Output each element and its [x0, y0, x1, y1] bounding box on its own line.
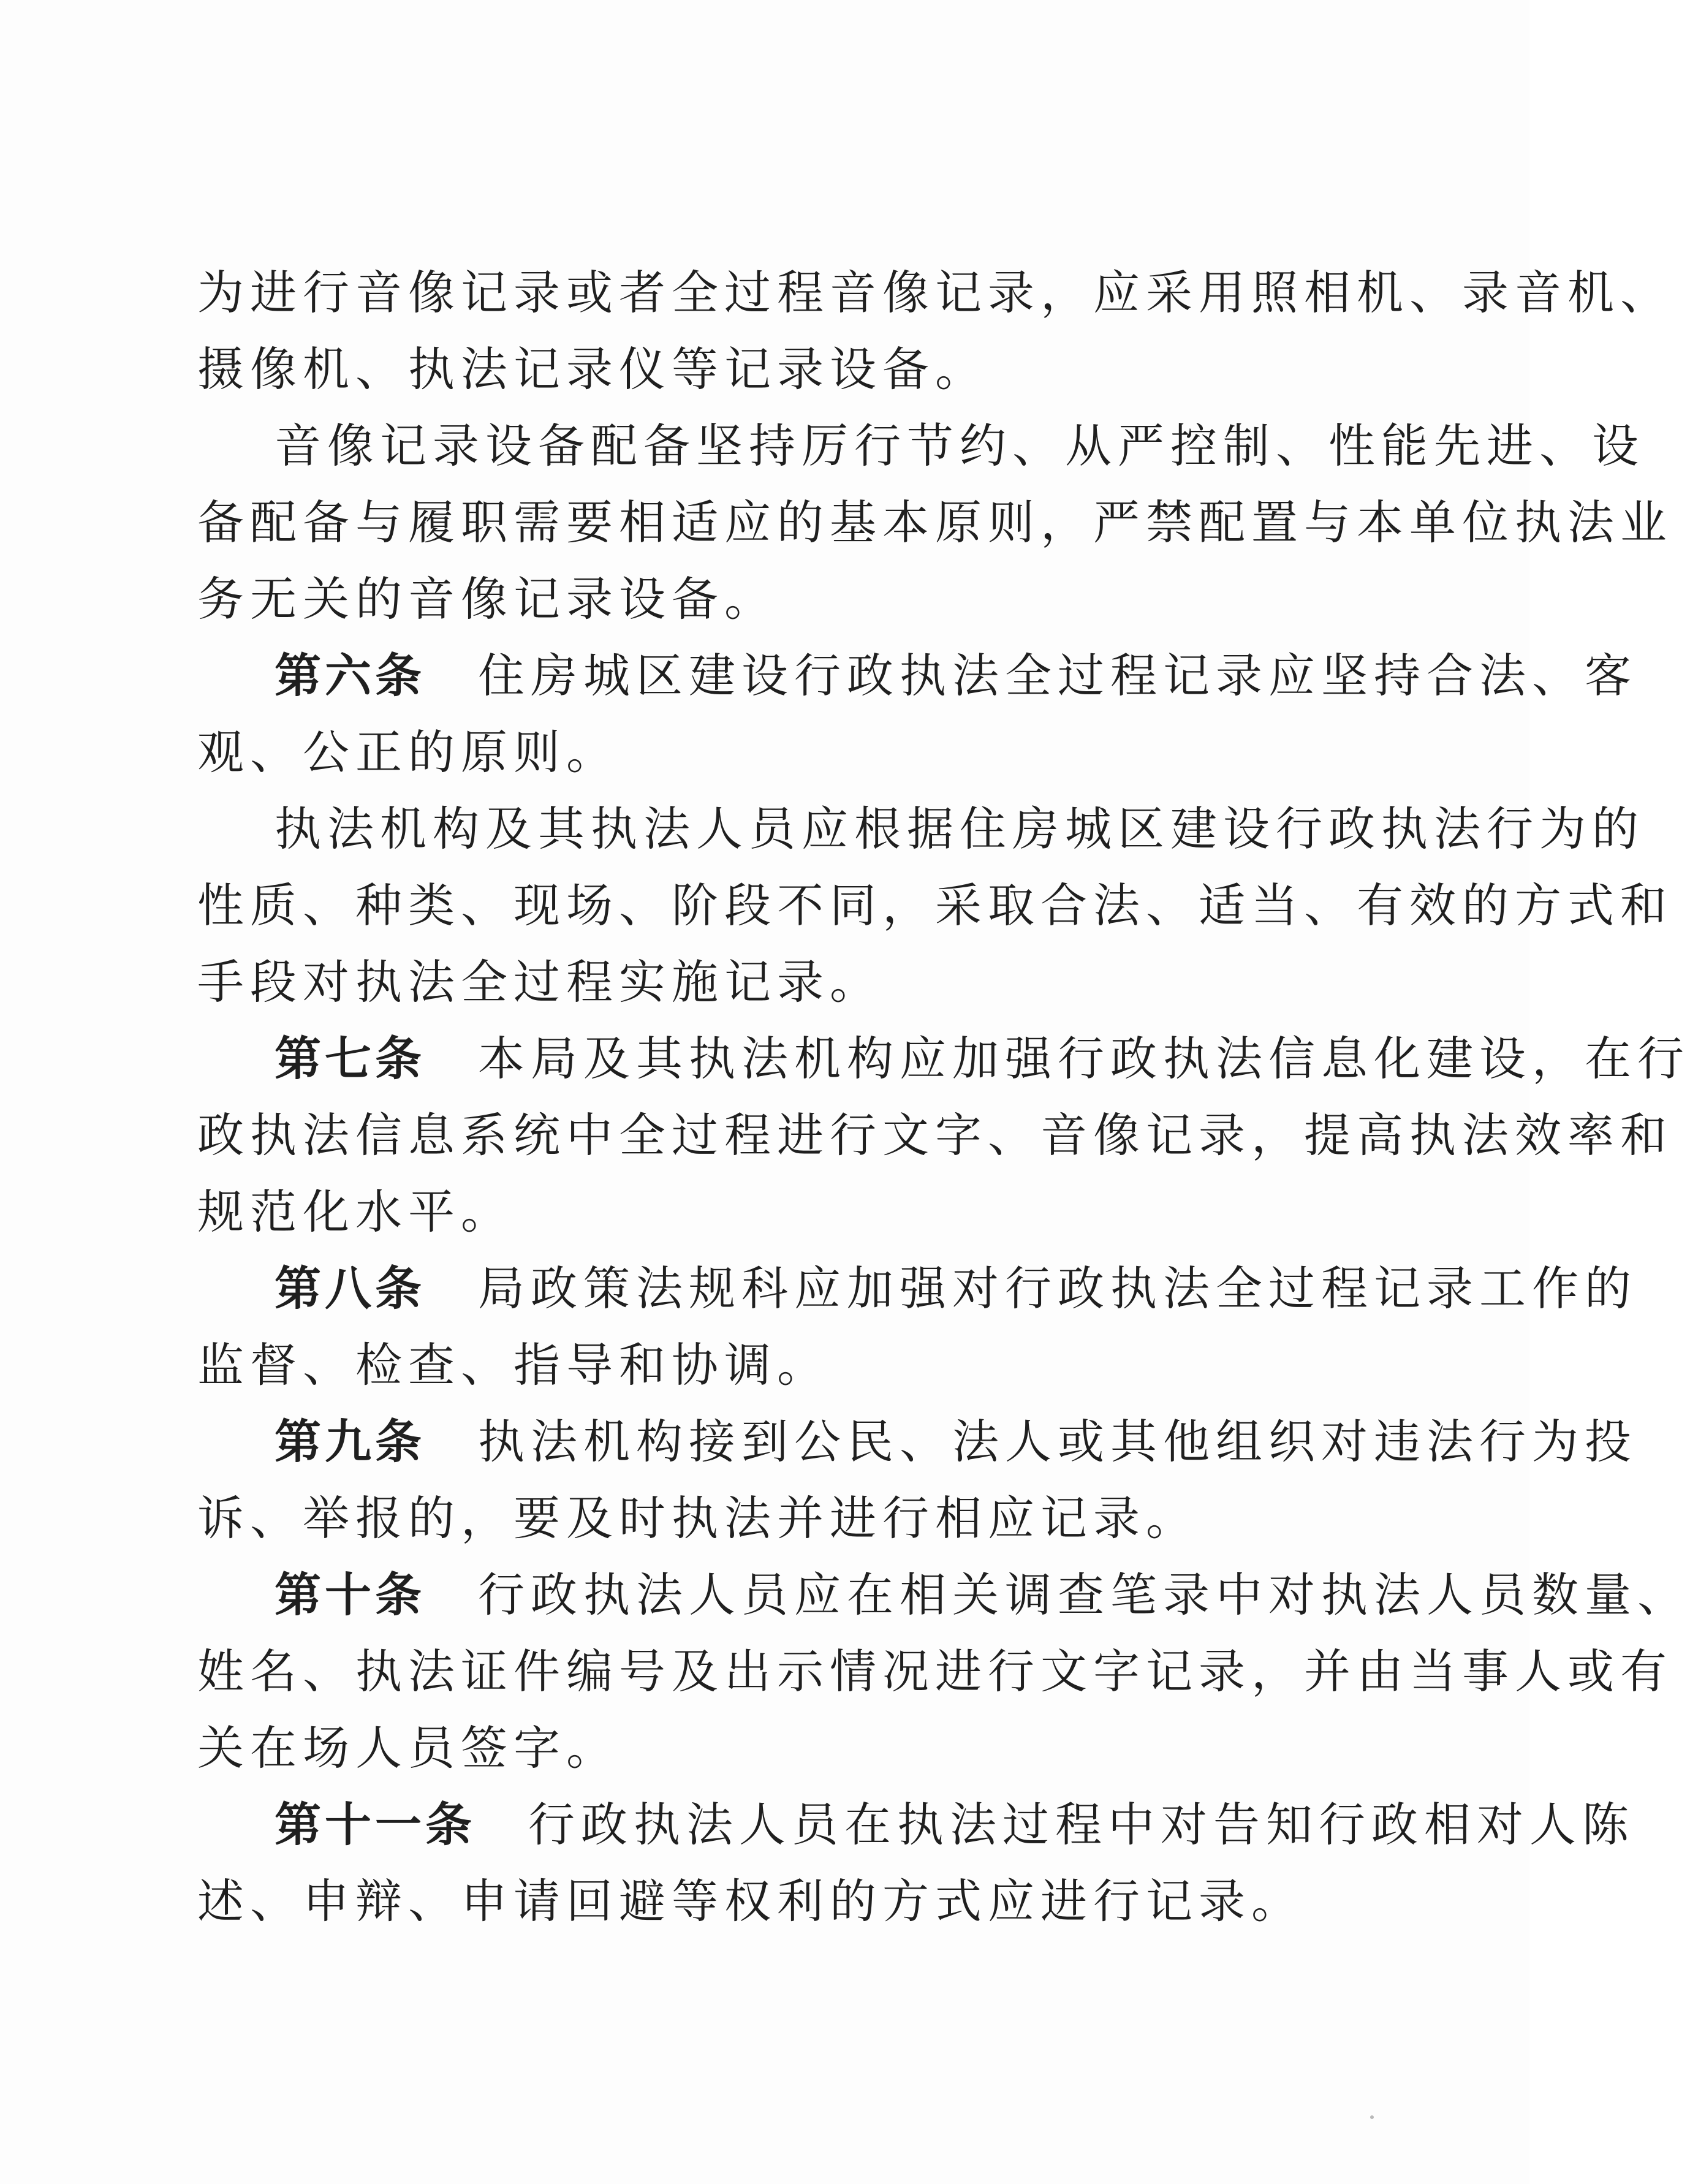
paragraph-line [275, 802, 1645, 856]
line-text: 姓名、执法证件编号及出示情况进行文字记录，并由当事人或有 [197, 1644, 1673, 1699]
paragraph-line [197, 878, 1673, 933]
article-number: 第十一条 [275, 1797, 476, 1852]
line-text: 务无关的音像记录设备。 [197, 572, 777, 626]
article-10-line [275, 1568, 1690, 1622]
article-number: 第七条 [275, 1031, 425, 1086]
paragraph-line [197, 725, 619, 779]
paragraph-line [197, 1491, 1199, 1545]
paragraph-line [197, 1108, 1673, 1162]
article-7-line [275, 1031, 1690, 1086]
article-number: 第九条 [275, 1414, 425, 1469]
line-text: 述、申辩、申请回避等权利的方式应进行记录。 [197, 1874, 1304, 1928]
paragraph-line [197, 1644, 1673, 1699]
line-text: 为进行音像记录或者全过程音像记录，应采用照相机、录音机、 [197, 265, 1673, 320]
article-number: 第六条 [275, 648, 425, 703]
line-text: 本局及其执法机构应加强行政执法信息化建设，在行 [478, 1031, 1690, 1086]
line-text: 局政策法规科应加强对行政执法全过程记录工作的 [478, 1261, 1637, 1316]
paragraph-line [197, 1721, 619, 1775]
article-number: 第十条 [275, 1568, 425, 1622]
line-text: 手段对执法全过程实施记录。 [197, 955, 882, 1009]
line-text: 关在场人员签字。 [197, 1721, 619, 1775]
paragraph-line [197, 1338, 830, 1392]
line-text: 性质、种类、现场、阶段不同，采取合法、适当、有效的方式和 [197, 878, 1673, 933]
line-text: 观、公正的原则。 [197, 725, 619, 779]
line-text: 行政执法人员应在相关调查笔录中对执法人员数量、 [478, 1568, 1690, 1622]
article-11-line [275, 1797, 1635, 1852]
paragraph-line [275, 419, 1645, 473]
line-text: 监督、检查、指导和协调。 [197, 1338, 830, 1392]
line-text: 执法机构接到公民、法人或其他组织对违法行为投 [478, 1414, 1637, 1469]
paragraph-line [197, 1874, 1304, 1928]
article-8-line [275, 1261, 1637, 1316]
line-text: 政执法信息系统中全过程进行文字、音像记录，提高执法效率和 [197, 1108, 1673, 1162]
line-text: 执法机构及其执法人员应根据住房城区建设行政执法行为的 [275, 802, 1645, 856]
scan-speck [1370, 2115, 1374, 2119]
line-text: 规范化水平。 [197, 1185, 513, 1239]
article-9-line [275, 1414, 1637, 1469]
line-text: 诉、举报的，要及时执法并进行相应记录。 [197, 1491, 1199, 1545]
paragraph-line [197, 572, 777, 626]
line-text: 摄像机、执法记录仪等记录设备。 [197, 342, 988, 396]
line-text: 音像记录设备配备坚持厉行节约、从严控制、性能先进、设 [275, 419, 1645, 473]
paragraph-line [197, 1185, 513, 1239]
line-text: 备配备与履职需要相适应的基本原则，严禁配置与本单位执法业 [197, 495, 1673, 550]
paragraph-line [197, 955, 882, 1009]
article-6-line [275, 648, 1637, 703]
paragraph-line [197, 495, 1673, 550]
paragraph-line [197, 342, 988, 396]
paragraph-line [197, 265, 1673, 320]
line-text: 住房城区建设行政执法全过程记录应坚持合法、客 [478, 648, 1637, 703]
article-number: 第八条 [275, 1261, 425, 1316]
line-text: 行政执法人员在执法过程中对告知行政相对人陈 [528, 1797, 1635, 1852]
